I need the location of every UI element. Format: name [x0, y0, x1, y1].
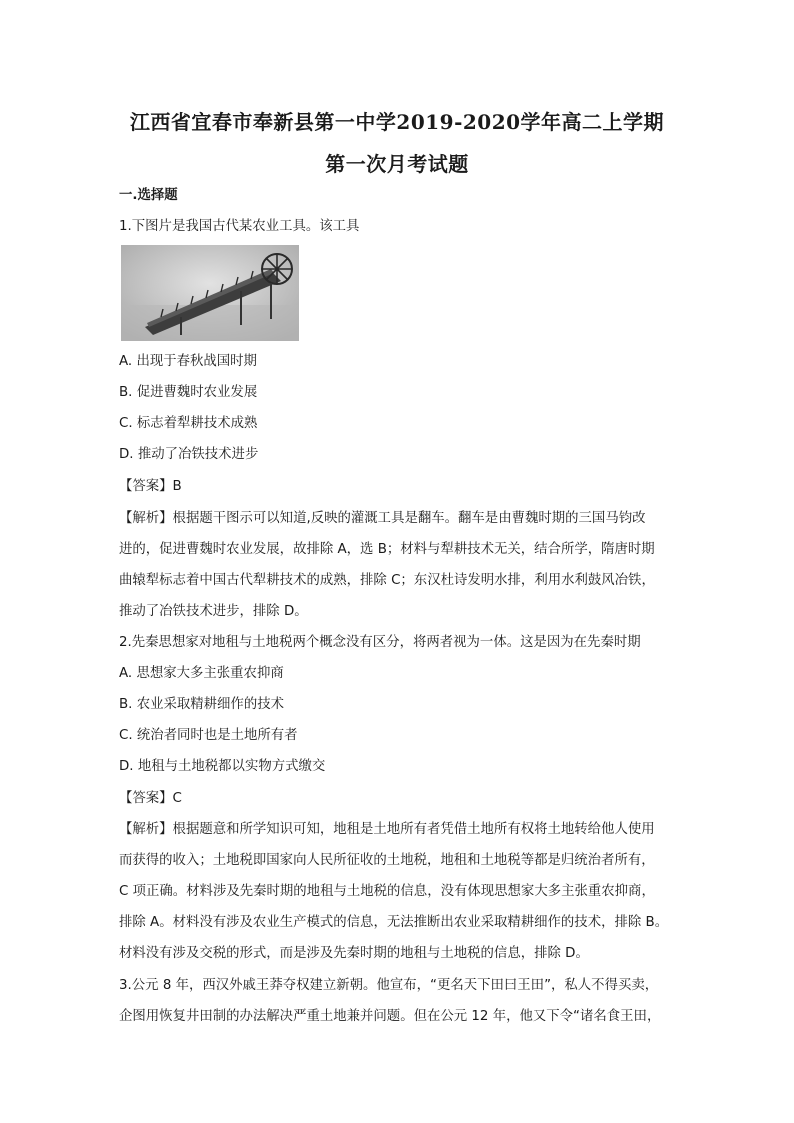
q2-option-a: A. 思想家大多主张重农抑商: [119, 666, 284, 681]
q1-option-b: B. 促进曹魏时农业发展: [119, 385, 258, 400]
q1-stem: 1.下图片是我国古代某农业工具。该工具: [119, 219, 360, 234]
q1-analysis-line-1: 【解析】根据题干图示可以知道,反映的灌溉工具是翻车。翻车是由曹魏时期的三国马钧改: [119, 511, 646, 526]
q2-analysis-line-1: 【解析】根据题意和所学知识可知，地租是土地所有者凭借土地所有权将土地转给他人使用: [119, 822, 655, 837]
q2-analysis-line-3: C 项正确。材料涉及先秦时期的地租与土地税的信息，没有体现思想家大多主张重农抑商，: [119, 884, 655, 899]
q1-answer: 【答案】B: [119, 479, 182, 494]
q1-analysis-line-2: 进的，促进曹魏时农业发展，故排除 A，选 B；材料与犁耕技术无关，结合所学，隋唐时期: [119, 542, 655, 557]
q1-analysis-line-4: 推动了冶铁技术进步，排除 D。: [119, 604, 308, 619]
q1-option-d: D. 推动了冶铁技术进步: [119, 447, 259, 462]
q2-option-c: C. 统治者同时也是土地所有者: [119, 728, 298, 743]
q2-option-d: D. 地租与土地税都以实物方式缴交: [119, 759, 326, 774]
q2-analysis-line-2: 而获得的收入；土地税即国家向人民所征收的土地税，地租和土地税等都是归统治者所有，: [119, 853, 655, 868]
water-wheel-illustration: [121, 245, 299, 341]
q3-stem-line-1: 3.公元 8 年，西汉外戚王莽夺权建立新朝。他宣布，“更名天下田曰王田”，私人不得买卖，: [119, 978, 659, 993]
q3-stem-line-2: 企图用恢复井田制的办法解决严重土地兼并问题。但在公元 12 年，他又下令“诸名食王田，: [119, 1009, 661, 1024]
q1-option-a: A. 出现于春秋战国时期: [119, 354, 257, 369]
exam-title-line-2: 第一次月考试题: [325, 152, 469, 176]
exam-title-line-1: 江西省宜春市奉新县第一中学2019-2020学年高二上学期: [129, 110, 665, 134]
q2-analysis-line-5: 材料没有涉及交税的形式，而是涉及先秦时期的地租与土地税的信息，排除 D。: [119, 946, 589, 961]
dragon-bone-water-wheel-photo: [121, 245, 299, 341]
q1-analysis-line-3: 曲辕犁标志着中国古代犁耕技术的成熟，排除 C；东汉杜诗发明水排，利用水利鼓风冶铁，: [119, 573, 655, 588]
q2-option-b: B. 农业采取精耕细作的技术: [119, 697, 284, 712]
q2-stem: 2.先秦思想家对地租与土地税两个概念没有区分，将两者视为一体。这是因为在先秦时期: [119, 635, 641, 650]
section-heading: 一.选择题: [119, 188, 178, 203]
q2-answer: 【答案】C: [119, 791, 182, 806]
q1-option-c: C. 标志着犁耕技术成熟: [119, 416, 258, 431]
q2-analysis-line-4: 排除 A。材料没有涉及农业生产模式的信息，无法推断出农业采取精耕细作的技术，排除 B。: [119, 915, 669, 930]
